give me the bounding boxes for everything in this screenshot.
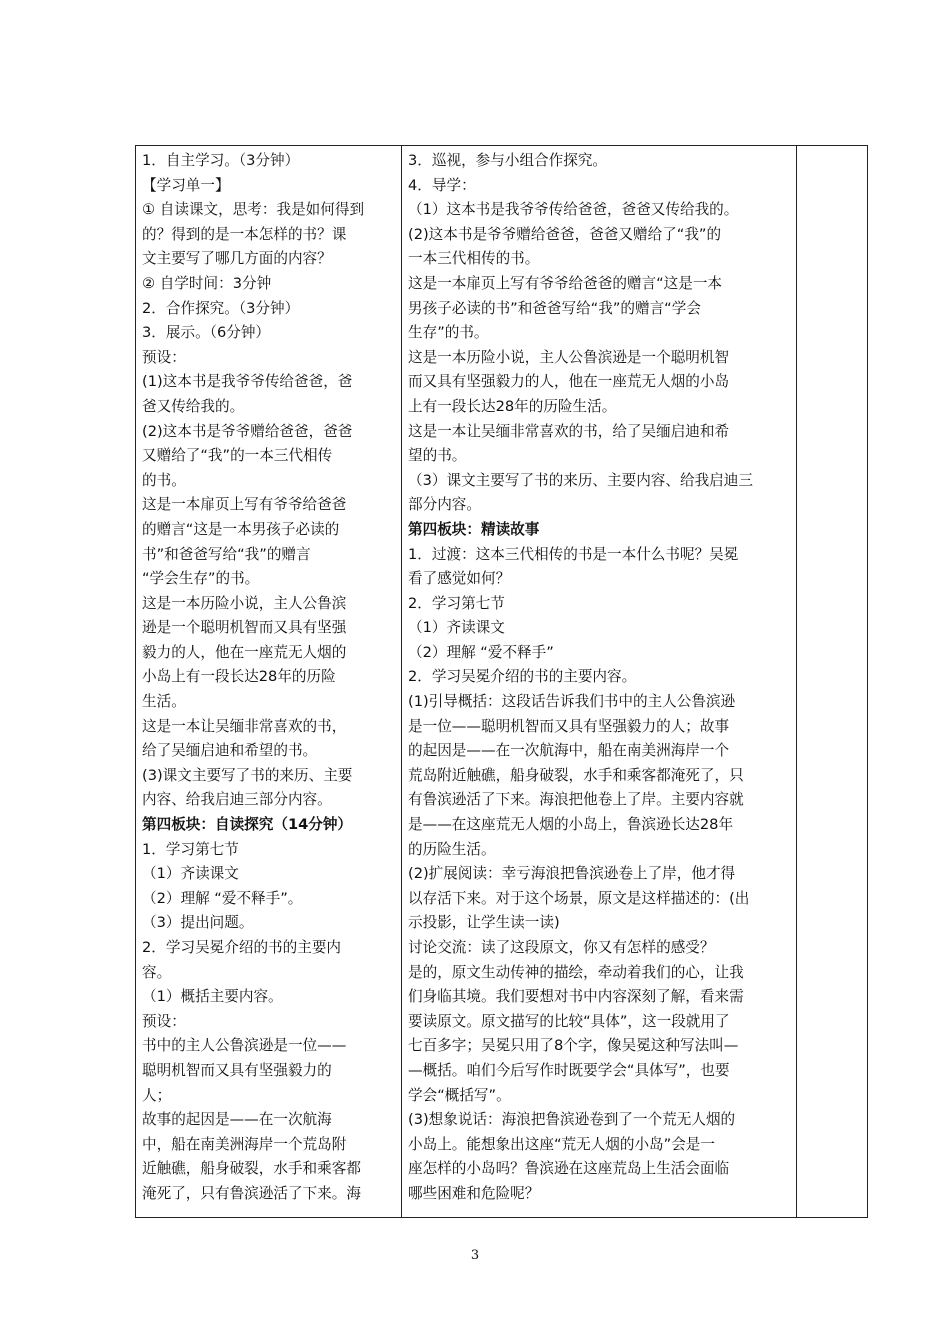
text-line: 生活。	[142, 693, 186, 711]
text-line: 逊是一个聪明机智而又具有坚强	[142, 619, 347, 637]
text-line: 座怎样的小岛吗？鲁滨逊在这座荒岛上生活会面临	[408, 1160, 730, 1178]
text-line: 书中的主人公鲁滨逊是一位——	[142, 1037, 347, 1055]
text-line: 2．学习吴冕介绍的书的主要内容。	[408, 668, 637, 686]
text-line: 预设：	[142, 1012, 186, 1030]
text-line: 3．巡视，参与小组合作探究。	[408, 152, 608, 169]
text-line: 又赠给了“我”的一本三代相传	[142, 447, 333, 465]
text-line: (1)引导概括：这段话告诉我们书中的主人公鲁滨逊	[408, 693, 736, 711]
text-line: 3．展示。（6分钟）	[142, 324, 271, 342]
section-heading: 第四板块：精读故事	[408, 520, 540, 538]
text-line: 们身临其境。我们要想对书中内容深刻了解，看来需	[408, 988, 744, 1006]
text-line: 示投影，让学生读一读)	[408, 914, 560, 932]
teacher-guidance-cell	[402, 146, 797, 1218]
text-line: “学会生存”的书。	[142, 570, 260, 588]
text-line: 文主要写了哪几方面的内容？	[142, 250, 332, 268]
text-line: 人；	[142, 1086, 172, 1104]
page-number: 3	[470, 1248, 480, 1263]
text-line: (1)这本书是我爷爷传给爸爸，爸	[142, 373, 353, 391]
text-line: 荒岛附近触礁，船身破裂，水手和乘客都淹死了，只	[408, 766, 744, 784]
text-line: （1）概括主要内容。	[142, 988, 283, 1006]
text-line: (2)扩展阅读：幸亏海浪把鲁滨逊卷上了岸，他才得	[408, 865, 736, 883]
text-line: 容。	[142, 963, 172, 981]
section-heading: 第四板块：自读探究（14分钟）	[142, 816, 353, 834]
text-line: （1）齐读课文	[142, 865, 239, 883]
text-line: 1．自主学习。（3分钟）	[142, 152, 300, 169]
text-line: 给了吴缅启迪和希望的书。	[142, 742, 318, 760]
text-line: 淹死了，只有鲁滨逊活了下来。海	[142, 1184, 361, 1202]
text-line: 1．过渡：这本三代相传的书是一本什么书呢？吴冕	[408, 545, 739, 563]
text-line: 预设：	[142, 348, 186, 366]
text-line: 上有一段长达28年的历险生活。	[408, 397, 617, 415]
text-line: 这是一本历险小说，主人公鲁滨逊是一个聪明机智	[408, 348, 730, 366]
text-line: —概括。咱们今后写作时既要学会“具体写”，也要	[408, 1061, 730, 1079]
text-line: 这是一本让吴缅非常喜欢的书，	[142, 717, 347, 735]
text-line: 小岛上。能想象出这座“荒无人烟的小岛”会是一	[408, 1135, 715, 1153]
text-line: 要读原文。原文描写的比较“具体”，这一段就用了	[408, 1012, 730, 1030]
text-line: 【学习单一】	[142, 176, 230, 194]
text-line: 是——在这座荒无人烟的小岛上，鲁滨逊长达28年	[408, 816, 734, 834]
text-line: 的起因是——在一次航海中，船在南美洲海岸一个	[408, 742, 730, 760]
text-line: ① 自读课文，思考：我是如何得到	[142, 201, 365, 219]
text-line: 故事的起因是——在一次航海	[142, 1111, 332, 1129]
text-line: 小岛上有一段长达28年的历险	[142, 668, 336, 686]
text-line: （1）这本书是我爷爷传给爸爸，爸爸又传给我的。	[408, 201, 739, 219]
text-line: 的赠言“这是一本男孩子必读的	[142, 520, 340, 538]
notes-cell	[797, 146, 868, 1218]
text-line: 的历险生活。	[408, 840, 496, 858]
text-line: （2）理解 “爱不释手”	[408, 643, 554, 661]
text-line: 2．合作探究。（3分钟）	[142, 299, 300, 317]
student-activity-cell	[136, 146, 402, 1218]
text-line: 中，船在南美洲海岸一个荒岛附	[142, 1135, 347, 1153]
text-line: 男孩子必读的书”和爸爸写给“我”的赠言“学会	[408, 299, 701, 317]
text-line: (3)想象说话：海浪把鲁滨逊卷到了一个荒无人烟的	[408, 1111, 736, 1129]
text-line: 毅力的人，他在一座荒无人烟的	[142, 643, 347, 661]
text-line: 望的书。	[408, 447, 467, 465]
text-line: （3）提出问题。	[142, 914, 254, 932]
text-line: (2)这本书是爷爷赠给爸爸，爸爸	[142, 422, 353, 440]
text-line: 生存”的书。	[408, 324, 489, 342]
text-line: 讨论交流：读了这段原文，你又有怎样的感受？	[408, 939, 715, 956]
text-line: 书”和爸爸写给“我”的赠言	[142, 545, 311, 563]
text-line: 是的，原文生动传神的描绘，牵动着我们的心，让我	[408, 963, 744, 981]
text-line: 一本三代相传的书。	[408, 250, 540, 268]
lesson-plan-table	[135, 145, 868, 1218]
text-line: 的书。	[142, 471, 186, 489]
text-line: 而又具有坚强毅力的人，他在一座荒无人烟的小岛	[408, 373, 730, 391]
text-line: 学会“概括写”。	[408, 1086, 511, 1104]
text-line: (3)课文主要写了书的来历、主要	[142, 766, 353, 784]
text-line: 内容、给我启迪三部分内容。	[142, 791, 332, 809]
text-line: 4．导学：	[408, 176, 476, 194]
text-line: （2）理解 “爱不释手”。	[142, 889, 303, 907]
text-line: 以存活下来。对于这个场景，原文是这样描述的：(出	[408, 889, 750, 907]
text-line: 有鲁滨逊活了下来。海浪把他卷上了岸。主要内容就	[408, 791, 744, 809]
text-line: 这是一本历险小说，主人公鲁滨	[142, 594, 347, 612]
text-line: 的？得到的是一本怎样的书？课	[142, 225, 347, 243]
text-line: 部分内容。	[408, 496, 481, 514]
text-line: （3）课文主要写了书的来历、主要内容、给我启迪三	[408, 471, 753, 489]
table-row	[136, 146, 868, 1218]
text-line: 是一位——聪明机智而又具有坚强毅力的人；故事	[408, 717, 730, 735]
text-line: 爸又传给我的。	[142, 397, 245, 415]
text-line: （1）齐读课文	[408, 619, 505, 637]
text-line: 1．学习第七节	[142, 840, 239, 858]
text-line: (2)这本书是爷爷赠给爸爸，爸爸又赠给了“我”的	[408, 225, 722, 243]
text-line: 七百多字；吴冕只用了8个字，像吴冕这种写法叫—	[408, 1037, 739, 1055]
text-line: 看了感觉如何？	[408, 570, 511, 588]
text-line: 2．学习第七节	[408, 594, 505, 612]
text-line: ② 自学时间：3分钟	[142, 274, 272, 292]
text-line: 这是一本让吴缅非常喜欢的书，给了吴缅启迪和希	[408, 422, 730, 440]
text-line: 这是一本扉页上写有爷爷给爸爸	[142, 496, 347, 514]
text-line: 近触礁，船身破裂，水手和乘客都	[142, 1160, 361, 1178]
text-line: 哪些困难和危险呢？	[408, 1184, 540, 1202]
text-line: 2．学习吴冕介绍的书的主要内	[142, 939, 342, 956]
text-line: 这是一本扉页上写有爷爷给爸爸的赠言“这是一本	[408, 274, 723, 292]
text-line: 聪明机智而又具有坚强毅力的	[142, 1061, 332, 1079]
